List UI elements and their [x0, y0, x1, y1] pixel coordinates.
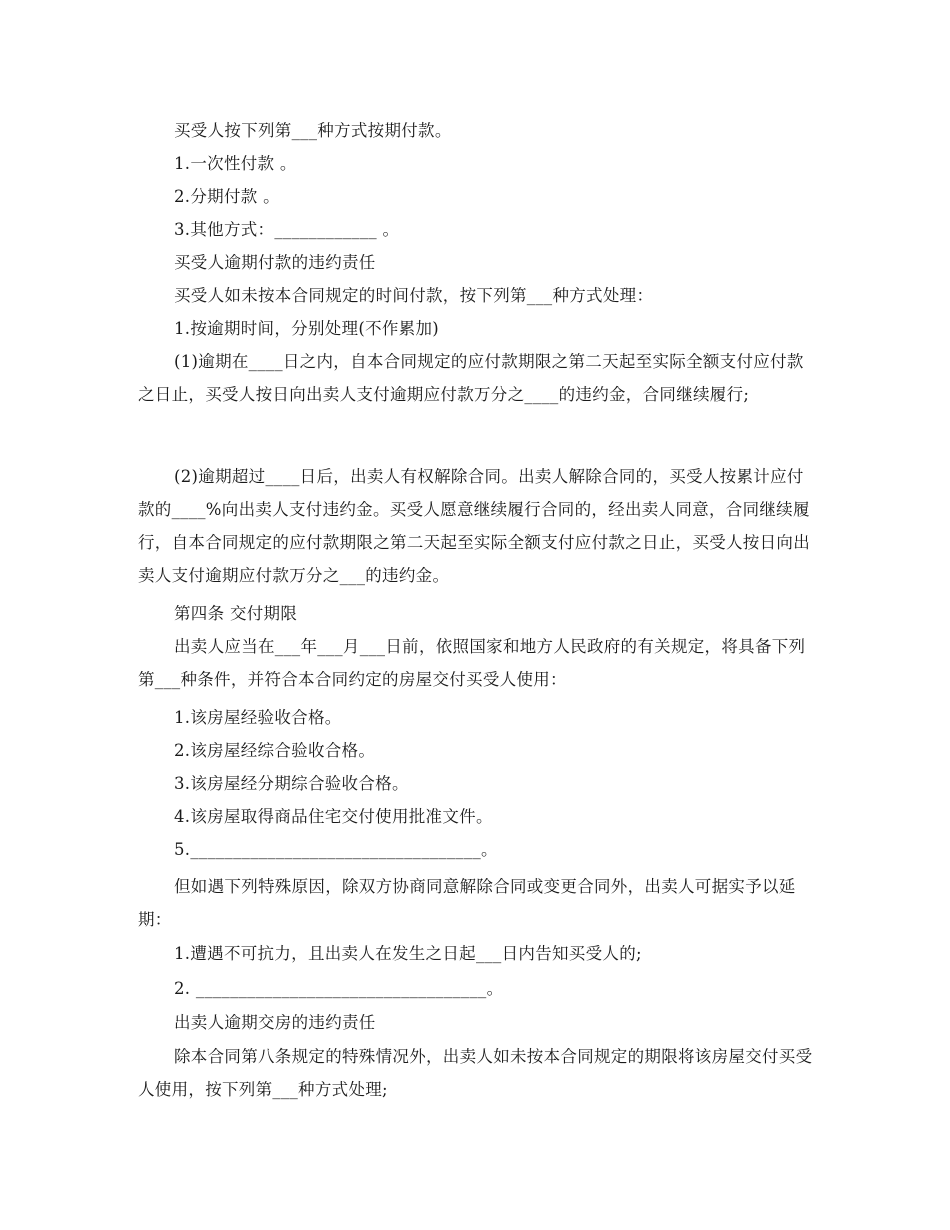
late-payment-heading: 买受人逾期付款的违约责任: [174, 253, 376, 272]
delivery-condition-1: 1.该房屋经验收合格。: [174, 708, 342, 727]
late-payment-clause: 买受人如未按本合同规定的时间付款，按下列第___种方式处理：: [174, 286, 654, 305]
extension-clause: 但如遇下列特殊原因，除双方协商同意解除合同或变更合同外，出卖人可据实予以延期：: [138, 877, 796, 929]
delivery-condition-5: 5.__________________________________。: [174, 840, 498, 859]
delivery-condition-3: 3.该房屋经分期综合验收合格。: [174, 774, 409, 793]
delivery-condition-2: 2.该房屋经综合验收合格。: [174, 741, 376, 760]
extension-reason-2: 2. __________________________________。: [174, 979, 504, 998]
late-delivery-heading: 出卖人逾期交房的违约责任: [174, 1013, 376, 1032]
delivery-deadline-clause: 出卖人应当在___年___月___日前，依照国家和地方人民政府的有关规定，将具备下列第___种条件，并符合本合同约定的房屋交付买受人使用：: [138, 637, 806, 689]
payment-option-other: 3.其他方式：____________ 。: [174, 220, 400, 239]
late-delivery-clause: 除本合同第八条规定的特殊情况外，出卖人如未按本合同规定的期限将该房屋交付买受人使用，按下列第___种方式处理;: [138, 1047, 813, 1099]
late-payment-sub-1: (1)逾期在____日之内，自本合同规定的应付款期限之第二天起至实际全额支付应付款之日止，买受人按日向出卖人支付逾期应付款万分之____的违约金，合同继续履行;: [138, 352, 804, 404]
payment-method-clause: 买受人按下列第___种方式按期付款。: [174, 121, 452, 140]
late-payment-option-1: 1.按逾期时间，分别处理(不作累加): [174, 319, 440, 338]
article-four-heading: 第四条 交付期限: [174, 604, 298, 623]
late-payment-sub-2: (2)逾期超过____日后，出卖人有权解除合同。出卖人解除合同的，买受人按累计应付款的____%向出卖人支付违约金。买受人愿意继续履行合同的，经出卖人同意，合同继续履行，自本合同规定的应付款期限之第二天起至实际全额支付应付款之日止，买受人按日向出卖人支付逾期应付款万分之___的违约金。: [138, 467, 810, 585]
delivery-condition-4: 4.该房屋取得商品住宅交付使用批准文件。: [174, 807, 493, 826]
payment-option-lump-sum: 1.一次性付款 。: [174, 154, 297, 173]
extension-reason-1: 1.遭遇不可抗力，且出卖人在发生之日起___日内告知买受人的;: [174, 944, 642, 963]
payment-option-installment: 2.分期付款 。: [174, 187, 280, 206]
